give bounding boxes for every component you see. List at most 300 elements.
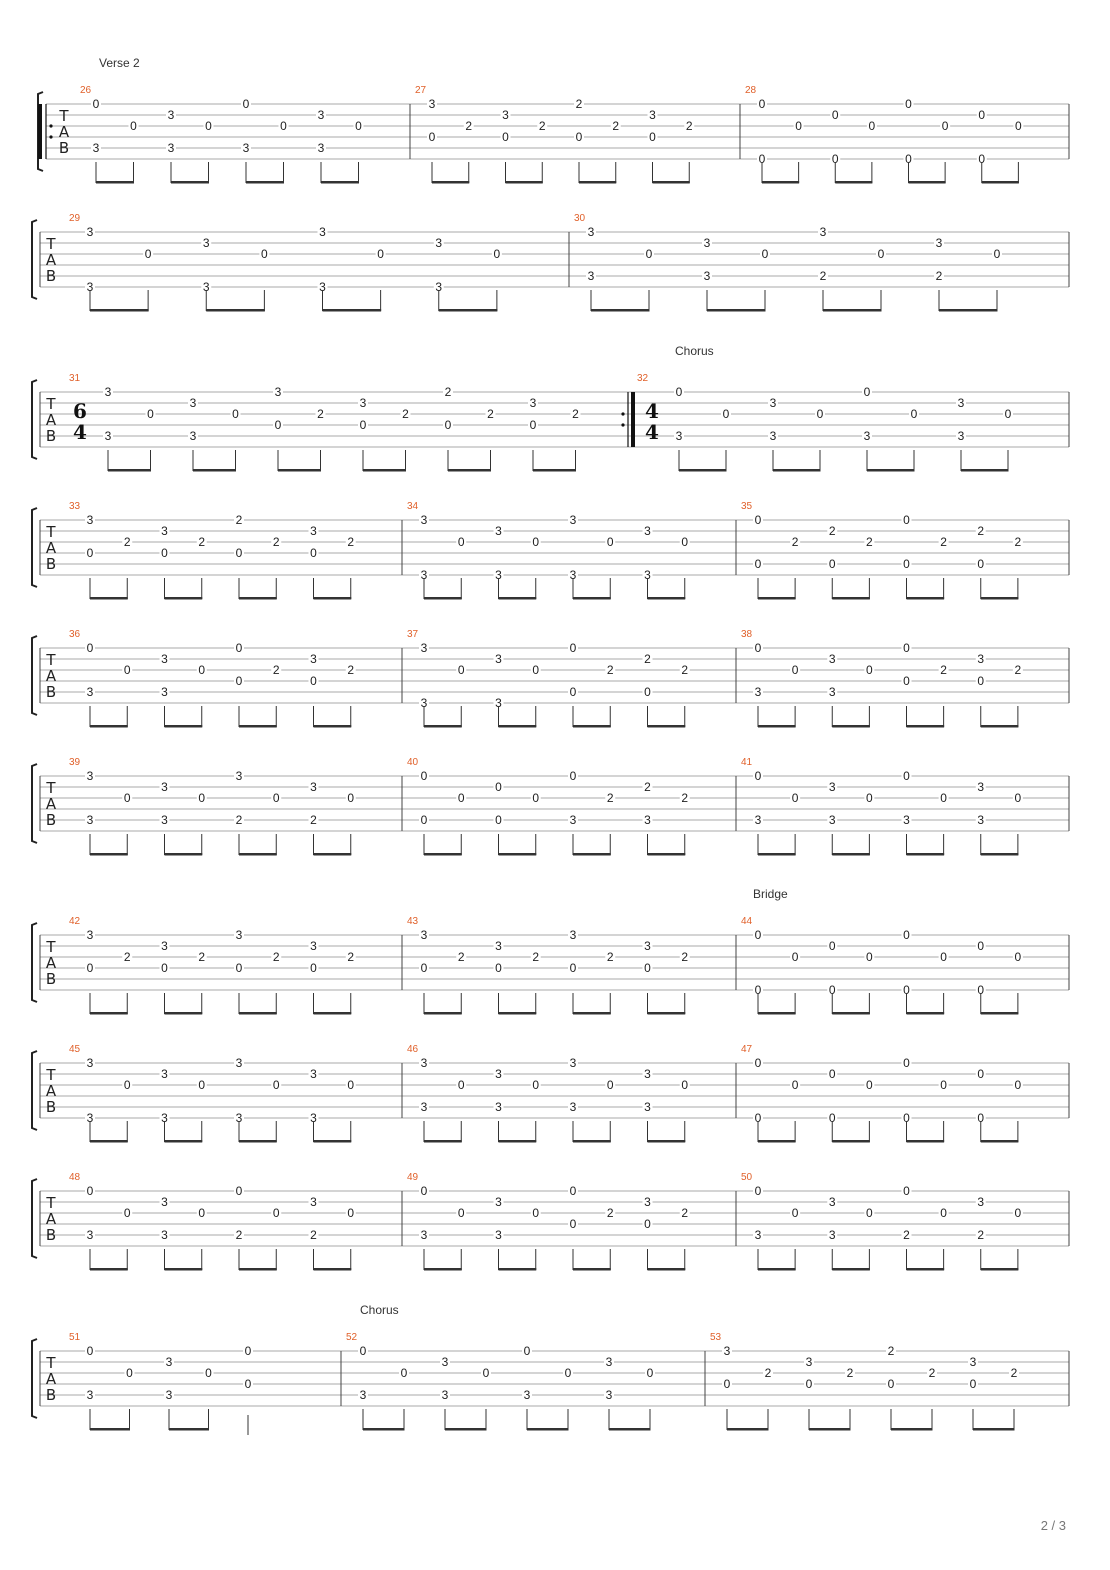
measure-number: 44 [741,916,753,927]
fret-number: 0 [903,983,910,997]
fret-number: 0 [866,791,873,805]
time-signature-denominator: 4 [73,420,87,444]
measure-number: 51 [69,1332,81,1343]
beam [90,1428,130,1431]
beam [809,1428,851,1431]
fret-number: 0 [993,247,1001,261]
beam [762,181,799,184]
fret-number: 0 [280,119,287,133]
fret-number: 0 [523,1344,531,1358]
fret-number: 0 [242,97,250,111]
fret-number: 0 [205,119,212,133]
fret-number: 0 [493,247,501,261]
fret-number: 3 [86,513,94,527]
fret-number: 0 [866,1078,873,1092]
fret-number: 0 [675,385,683,399]
fret-number: 2 [977,524,985,538]
system-bracket [32,923,37,1002]
fret-number: 0 [420,961,428,975]
fret-number: 3 [569,928,577,942]
beam [832,1012,870,1015]
fret-number: 3 [86,928,94,942]
fret-number: 0 [1014,1206,1022,1220]
fret-number: 0 [532,791,540,805]
fret-number: 0 [310,674,317,688]
fret-number: 2 [819,269,827,283]
fret-number: 0 [977,983,985,997]
fret-number: 3 [754,813,762,827]
fret-number: 0 [235,961,243,975]
tab-clef-letter: B [45,267,57,285]
fret-number: 0 [758,152,766,166]
fret-number: 0 [161,546,168,560]
tab-clef-letter: B [45,1386,57,1404]
fret-number: 3 [202,280,210,294]
tab-clef-letter: T [46,235,56,253]
fret-number: 0 [791,663,799,677]
measure-number: 53 [710,1332,722,1343]
beam [981,1012,1019,1015]
fret-number: 3 [977,652,985,666]
beam [90,853,128,856]
section-label: Chorus [360,1303,399,1317]
section-label: Bridge [753,887,788,901]
fret-number: 0 [564,1366,572,1380]
tab-clef-letter: A [45,795,57,813]
fret-number: 0 [310,546,317,560]
fret-number: 3 [86,280,94,294]
beam [278,469,321,472]
fret-number: 0 [606,535,614,549]
fret-number: 0 [681,535,689,549]
fret-number: 0 [903,513,910,527]
fret-number: 2 [347,535,355,549]
fret-number: 2 [198,950,206,964]
fret-number: 0 [123,1078,131,1092]
fret-number: 0 [92,97,100,111]
fret-number: 0 [147,407,154,421]
measure-number: 30 [574,213,586,224]
fret-number: 0 [831,108,839,122]
beam [907,1268,945,1271]
fret-number: 2 [1014,663,1022,677]
fret-number: 0 [644,961,651,975]
fret-number: 0 [232,407,239,421]
fret-number: 3 [529,396,537,410]
fret-number: 3 [104,429,112,443]
fret-number: 0 [903,1184,910,1198]
tab-clef-letter: T [46,651,56,669]
fret-number: 0 [377,247,384,261]
fret-number: 2 [272,535,280,549]
beam [961,469,1009,472]
measure-number: 27 [415,85,427,96]
beam [653,181,690,184]
tab-clef-letter: A [45,1210,57,1228]
beam [907,853,945,856]
fret-number: 3 [310,1067,317,1081]
measure-number: 33 [69,501,81,512]
fret-number: 0 [86,1184,94,1198]
fret-number: 2 [347,663,355,677]
measure-number: 37 [407,629,419,640]
fret-number: 0 [816,407,824,421]
beam [981,1268,1019,1271]
measure-number: 32 [637,373,649,384]
beam [314,1140,352,1143]
fret-number: 2 [977,1228,985,1242]
fret-number: 2 [317,407,324,421]
fret-number: 2 [235,1228,243,1242]
fret-number: 0 [420,813,428,827]
beam [239,597,277,600]
fret-number: 0 [235,641,243,655]
fret-number: 3 [495,1067,502,1081]
fret-number: 3 [310,524,317,538]
fret-number: 3 [977,813,985,827]
fret-number: 3 [161,1195,168,1209]
beam [432,181,469,184]
beam [758,1268,796,1271]
fret-number: 3 [310,939,317,953]
fret-number: 0 [126,1366,133,1380]
fret-number: 0 [791,950,799,964]
fret-number: 3 [675,429,683,443]
beam [239,1140,277,1143]
fret-number: 3 [235,928,243,942]
fret-number: 0 [569,769,577,783]
measure-number: 31 [69,373,81,384]
tab-clef-letter: T [46,1354,56,1372]
measure-number: 39 [69,757,81,768]
fret-number: 2 [940,535,947,549]
beam [314,725,352,728]
fret-number: 0 [532,1078,540,1092]
beam [591,309,650,312]
beam [907,1012,945,1015]
fret-number: 2 [606,663,614,677]
fret-number: 0 [235,546,243,560]
fret-number: 3 [161,652,168,666]
fret-number: 0 [532,663,540,677]
measure-number: 42 [69,916,81,927]
fret-number: 3 [569,513,577,527]
fret-number: 0 [428,130,436,144]
fret-number: 3 [161,1067,168,1081]
fret-number: 3 [969,1355,977,1369]
measure-number: 47 [741,1044,753,1055]
fret-number: 0 [903,769,910,783]
tab-clef-letter: B [45,555,57,573]
fret-number: 2 [532,950,540,964]
tab-clef-letter: T [46,1194,56,1212]
fret-number: 0 [941,119,949,133]
fret-number: 3 [242,141,250,155]
time-signature-denominator: 4 [645,420,659,444]
beam [499,1012,537,1015]
beam [573,597,611,600]
beam [96,181,134,184]
fret-number: 0 [978,108,986,122]
fret-number: 0 [754,1111,762,1125]
fret-number: 3 [828,1228,836,1242]
tab-clef-letter: A [45,954,57,972]
fret-number: 0 [828,1067,836,1081]
fret-number: 3 [161,813,168,827]
fret-number: 0 [1014,1078,1022,1092]
fret-number: 2 [928,1366,936,1380]
fret-number: 0 [977,939,985,953]
beam [867,469,915,472]
fret-number: 3 [104,385,112,399]
beam [648,1012,686,1015]
fret-number: 0 [569,1217,577,1231]
fret-number: 0 [805,1377,813,1391]
fret-number: 2 [644,780,651,794]
measure-number: 34 [407,501,419,512]
beam [165,1012,203,1015]
fret-number: 0 [791,1206,799,1220]
tab-clef-letter: A [45,251,57,269]
fret-number: 3 [167,141,175,155]
fret-number: 0 [722,407,730,421]
fret-number: 2 [791,535,799,549]
fret-number: 3 [569,1100,577,1114]
fret-number: 3 [86,813,94,827]
fret-number: 3 [769,429,777,443]
beam [424,725,462,728]
measure-number: 50 [741,1172,753,1183]
beam [832,597,870,600]
fret-number: 0 [795,119,802,133]
fret-number: 3 [86,1388,94,1402]
fret-number: 3 [86,769,94,783]
beam [579,181,616,184]
measure-number: 41 [741,757,753,768]
beam [499,725,537,728]
beam [90,725,128,728]
fret-number: 0 [575,130,583,144]
fret-number: 3 [828,780,836,794]
fret-number: 3 [828,685,836,699]
beam [165,597,203,600]
fret-number: 2 [940,663,947,677]
fret-number: 0 [828,939,836,953]
fret-number: 0 [86,1344,94,1358]
tab-clef-letter: B [58,139,70,157]
fret-number: 3 [161,685,168,699]
fret-number: 3 [977,1195,985,1209]
fret-number: 3 [605,1388,613,1402]
tab-clef-letter: B [45,811,57,829]
fret-number: 0 [86,546,94,560]
fret-number: 0 [86,961,94,975]
fret-number: 3 [310,780,317,794]
beam [727,1428,769,1431]
fret-number: 0 [754,1056,762,1070]
beam [321,181,359,184]
fret-number: 3 [161,1111,168,1125]
beam [439,309,498,312]
fret-number: 0 [198,1078,206,1092]
beam [758,1140,796,1143]
measure-number: 45 [69,1044,81,1055]
tab-clef-letter: T [46,395,56,413]
fret-number: 3 [957,429,965,443]
fret-number: 0 [569,641,577,655]
beam [424,1012,462,1015]
fret-number: 3 [189,396,197,410]
measure-number: 52 [346,1332,358,1343]
beam [239,1012,277,1015]
fret-number: 3 [435,236,443,250]
fret-number: 0 [272,1078,280,1092]
repeat-dot [49,124,52,127]
repeat-end-thick-bar [631,392,635,447]
fret-number: 0 [754,769,762,783]
tab-clef-letter: A [45,1082,57,1100]
beam [424,1268,462,1271]
fret-number: 0 [130,119,137,133]
beam [165,1268,203,1271]
beam [206,309,265,312]
fret-number: 2 [347,950,355,964]
measure-number: 28 [745,85,757,96]
measure-number: 35 [741,501,753,512]
fret-number: 0 [198,663,206,677]
measure-number: 48 [69,1172,81,1183]
beam [506,181,543,184]
system-bracket [32,1179,37,1258]
beam [165,1140,203,1143]
tab-clef-letter: T [59,107,69,125]
fret-number: 3 [644,1100,651,1114]
fret-number: 0 [359,1344,367,1358]
beam [758,597,796,600]
beam [758,725,796,728]
beam [758,1012,796,1015]
beam [448,469,491,472]
fret-number: 3 [310,1111,317,1125]
fret-number: 0 [828,1111,836,1125]
fret-number: 0 [887,1377,895,1391]
fret-number: 3 [495,1228,502,1242]
fret-number: 3 [754,685,762,699]
fret-number: 0 [235,1184,243,1198]
fret-number: 3 [420,641,428,655]
fret-number: 3 [495,652,502,666]
fret-number: 2 [612,119,620,133]
beam [573,1012,611,1015]
beam [907,597,945,600]
measure-number: 36 [69,629,81,640]
fret-number: 0 [791,1078,799,1092]
fret-number: 3 [420,1056,428,1070]
fret-number: 3 [569,813,577,827]
beam [648,1140,686,1143]
beam [246,181,284,184]
fret-number: 3 [523,1388,531,1402]
fret-number: 0 [791,791,799,805]
fret-number: 3 [605,1355,613,1369]
beam [891,1428,933,1431]
beam [445,1428,487,1431]
fret-number: 2 [681,791,689,805]
fret-number: 3 [754,1228,762,1242]
beam [165,725,203,728]
fret-number: 0 [969,1377,977,1391]
fret-number: 3 [165,1355,173,1369]
fret-number: 3 [644,1195,651,1209]
fret-number: 2 [538,119,546,133]
fret-number: 3 [420,928,428,942]
fret-number: 3 [420,513,428,527]
system-bracket [32,220,37,299]
beam [832,725,870,728]
fret-number: 3 [495,568,502,582]
fret-number: 3 [235,1111,243,1125]
tab-clef-letter: B [45,683,57,701]
repeat-start-thick-bar [38,104,42,159]
beam [363,1428,405,1431]
fret-number: 0 [347,1078,355,1092]
fret-number: 0 [347,791,355,805]
fret-number: 3 [644,939,651,953]
fret-number: 3 [435,280,443,294]
beam [832,1268,870,1271]
measure-number: 46 [407,1044,419,1055]
fret-number: 3 [359,1388,367,1402]
fret-number: 3 [161,524,168,538]
fret-number: 2 [402,407,409,421]
beam [499,1140,537,1143]
beam [90,1268,128,1271]
fret-number: 3 [828,813,836,827]
beam [648,597,686,600]
fret-number: 3 [903,813,910,827]
measure-number: 26 [80,85,92,96]
tab-clef-letter: A [45,1370,57,1388]
fret-number: 3 [495,1100,502,1114]
fret-number: 0 [1015,119,1022,133]
tab-clef-letter: T [46,523,56,541]
measure-number: 40 [407,757,419,768]
system-bracket [32,380,37,459]
beam [108,469,151,472]
fret-number: 0 [569,1184,577,1198]
beam [314,1012,352,1015]
beam [424,853,462,856]
fret-number: 0 [495,961,502,975]
fret-number: 3 [235,769,243,783]
system-bracket [32,508,37,587]
fret-number: 3 [644,524,651,538]
fret-number: 0 [198,791,206,805]
fret-number: 3 [86,1228,94,1242]
fret-number: 0 [978,152,986,166]
fret-number: 2 [681,663,689,677]
fret-number: 3 [977,780,985,794]
fret-number: 0 [863,385,871,399]
fret-number: 0 [905,97,912,111]
fret-number: 3 [274,385,282,399]
fret-number: 0 [359,418,367,432]
fret-number: 0 [457,663,465,677]
beam [939,309,998,312]
fret-number: 2 [235,813,243,827]
fret-number: 3 [703,236,711,250]
beam [773,469,821,472]
